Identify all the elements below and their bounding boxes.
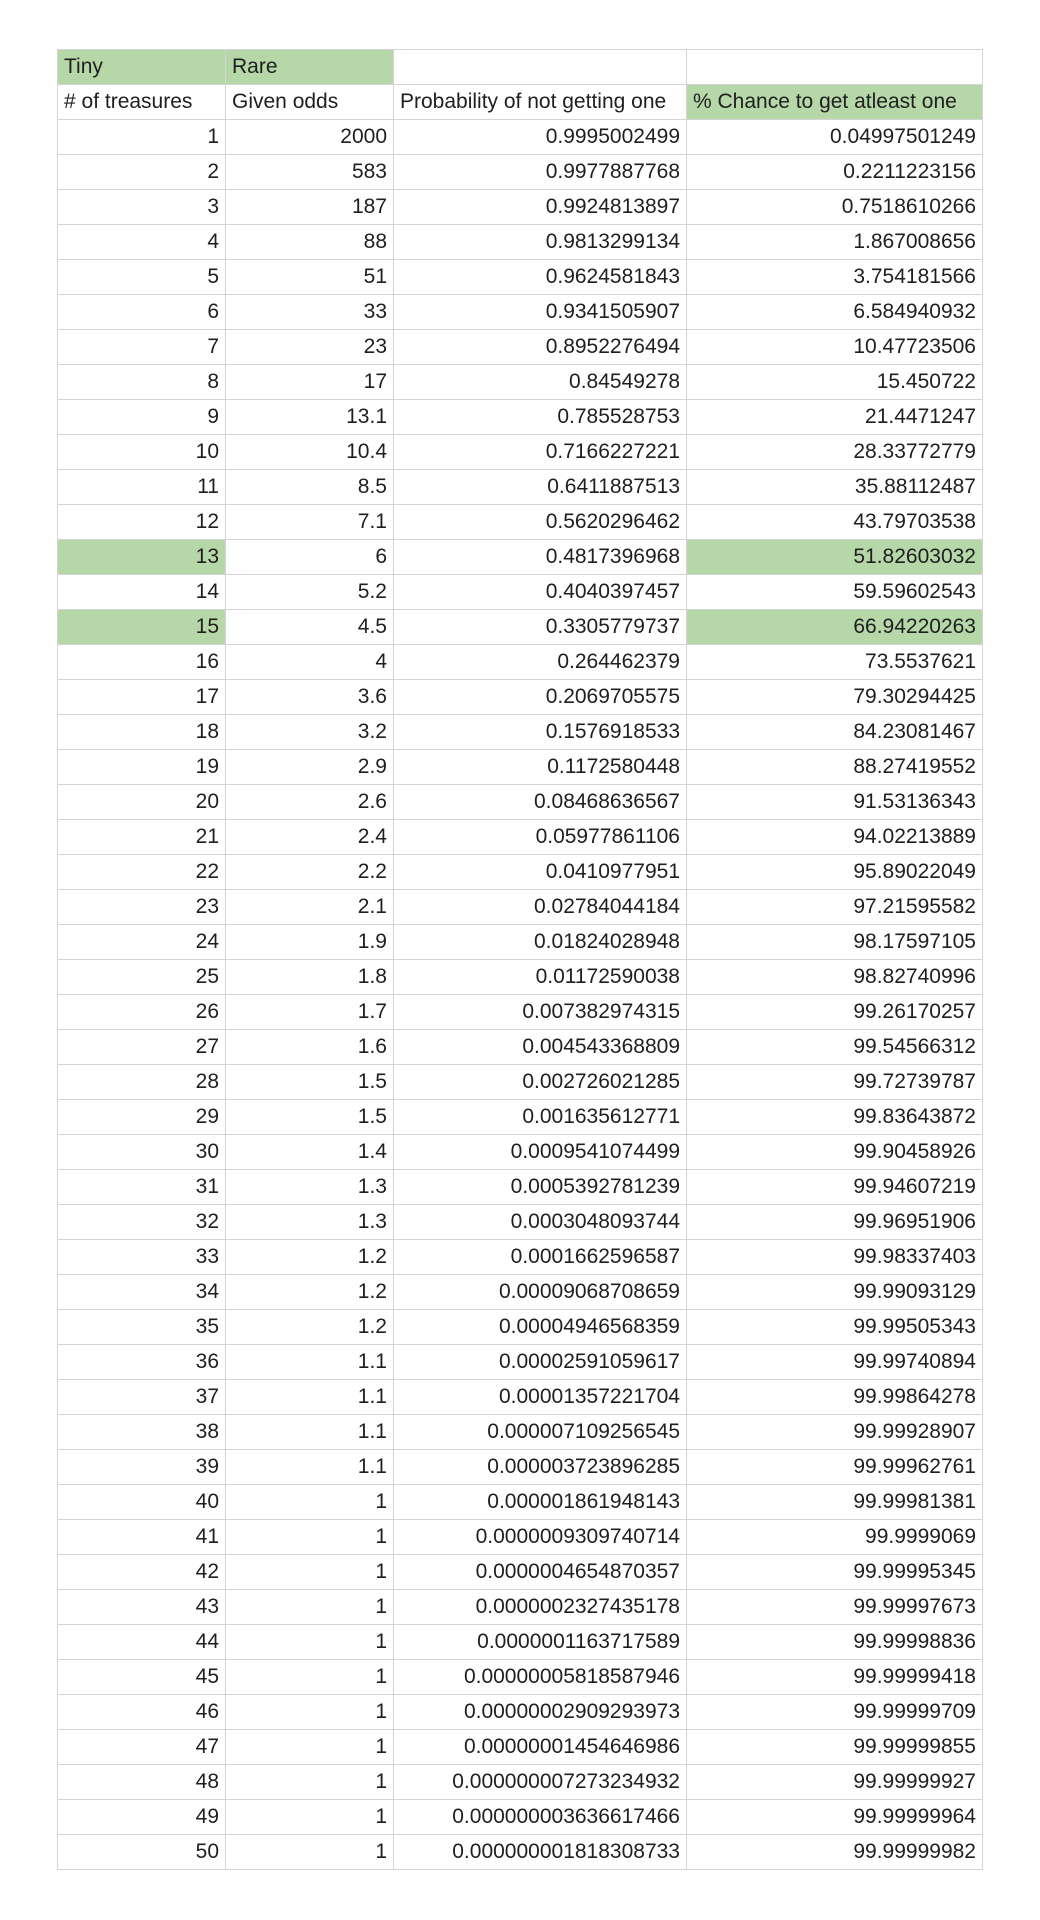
table-row (58, 120, 983, 155)
cell-treasures[interactable]: 26 (58, 995, 226, 1030)
cell-chance-atleast-one[interactable]: 99.96951906 (687, 1205, 983, 1240)
cell-treasures[interactable]: 32 (58, 1205, 226, 1240)
table-row (58, 260, 983, 295)
cell-empty[interactable] (394, 50, 687, 85)
table-row (58, 1135, 983, 1170)
cell-chance-atleast-one[interactable]: 99.54566312 (687, 1030, 983, 1065)
cell-treasures[interactable]: 25 (58, 960, 226, 995)
table-row (58, 1660, 983, 1695)
table-row (58, 330, 983, 365)
cell-probability-not[interactable]: 0.7166227221 (394, 435, 687, 470)
cell-treasures[interactable]: 20 (58, 785, 226, 820)
cell-chance-atleast-one[interactable]: 15.450722 (687, 365, 983, 400)
cell-given-odds[interactable]: 1 (226, 1730, 394, 1765)
table-row (58, 925, 983, 960)
table-row (58, 225, 983, 260)
cell-treasures[interactable]: 43 (58, 1590, 226, 1625)
cell-probability-not[interactable]: 0.01824028948 (394, 925, 687, 960)
cell-given-odds[interactable]: 51 (226, 260, 394, 295)
cell-probability-not[interactable]: 0.4817396968 (394, 540, 687, 575)
table-row (58, 1100, 983, 1135)
cell-chance-atleast-one[interactable]: 51.82603032 (687, 540, 983, 575)
header-given-odds[interactable]: Given odds (226, 85, 394, 120)
cell-given-odds[interactable]: 3.2 (226, 715, 394, 750)
cell-treasures[interactable]: 3 (58, 190, 226, 225)
cell-given-odds[interactable]: 6 (226, 540, 394, 575)
cell-treasures[interactable]: 6 (58, 295, 226, 330)
cell-given-odds[interactable]: 1 (226, 1800, 394, 1835)
table-row (58, 960, 983, 995)
cell-probability-not[interactable]: 0.000003723896285 (394, 1450, 687, 1485)
cell-probability-not[interactable]: 0.0410977951 (394, 855, 687, 890)
cell-probability-not[interactable]: 0.00000001454646986 (394, 1730, 687, 1765)
table-row (58, 645, 983, 680)
cell-probability-not[interactable]: 0.004543368809 (394, 1030, 687, 1065)
cell-treasures[interactable]: 8 (58, 365, 226, 400)
table-row (58, 1345, 983, 1380)
cell-given-odds[interactable]: 2.9 (226, 750, 394, 785)
cell-chance-atleast-one[interactable]: 10.47723506 (687, 330, 983, 365)
cell-given-odds[interactable]: 1.4 (226, 1135, 394, 1170)
cell-chance-atleast-one[interactable]: 99.99999927 (687, 1765, 983, 1800)
table-row (58, 820, 983, 855)
cell-treasures[interactable]: 35 (58, 1310, 226, 1345)
cell-treasures[interactable]: 36 (58, 1345, 226, 1380)
cell-chance-atleast-one[interactable]: 99.99999855 (687, 1730, 983, 1765)
cell-treasures[interactable]: 39 (58, 1450, 226, 1485)
cell-treasures[interactable]: 48 (58, 1765, 226, 1800)
cell-chance-atleast-one[interactable]: 28.33772779 (687, 435, 983, 470)
cell-chance-atleast-one[interactable]: 1.867008656 (687, 225, 983, 260)
cell-probability-not[interactable]: 0.84549278 (394, 365, 687, 400)
cell-treasures[interactable]: 1 (58, 120, 226, 155)
cell-treasures[interactable]: 38 (58, 1415, 226, 1450)
top-row (58, 50, 983, 85)
cell-given-odds[interactable]: 7.1 (226, 505, 394, 540)
table-row (58, 435, 983, 470)
cell-given-odds[interactable]: 2000 (226, 120, 394, 155)
cell-probability-not[interactable]: 0.4040397457 (394, 575, 687, 610)
table-row (58, 1240, 983, 1275)
table-row (58, 400, 983, 435)
table-row (58, 1170, 983, 1205)
cell-probability-not[interactable]: 0.0005392781239 (394, 1170, 687, 1205)
cell-probability-not[interactable]: 0.0001662596587 (394, 1240, 687, 1275)
cell-treasures[interactable]: 19 (58, 750, 226, 785)
cell-probability-not[interactable]: 0.001635612771 (394, 1100, 687, 1135)
header-probability-not[interactable]: Probability of not getting one (394, 85, 687, 120)
cell-probability-not[interactable]: 0.9341505907 (394, 295, 687, 330)
cell-chance-atleast-one[interactable]: 99.99999709 (687, 1695, 983, 1730)
cell-treasures[interactable]: 31 (58, 1170, 226, 1205)
cell-probability-not[interactable]: 0.0000001163717589 (394, 1625, 687, 1660)
table-row (58, 1205, 983, 1240)
cell-chance-atleast-one[interactable]: 98.17597105 (687, 925, 983, 960)
cell-chance-atleast-one[interactable]: 3.754181566 (687, 260, 983, 295)
cell-given-odds[interactable]: 4 (226, 645, 394, 680)
table-row (58, 995, 983, 1030)
cell-given-odds[interactable]: 1.9 (226, 925, 394, 960)
table-row (58, 575, 983, 610)
cell-treasures[interactable]: 4 (58, 225, 226, 260)
cell-given-odds[interactable]: 583 (226, 155, 394, 190)
table-row (58, 890, 983, 925)
cell-treasures[interactable]: 23 (58, 890, 226, 925)
cell-given-odds[interactable]: 1.7 (226, 995, 394, 1030)
table-row (58, 1450, 983, 1485)
cell-chance-atleast-one[interactable]: 99.99999964 (687, 1800, 983, 1835)
cell-chance-atleast-one[interactable]: 94.02213889 (687, 820, 983, 855)
header-row (58, 85, 983, 120)
table-row (58, 1065, 983, 1100)
table-row (58, 1310, 983, 1345)
cell-treasures[interactable]: 33 (58, 1240, 226, 1275)
cell-treasures[interactable]: 16 (58, 645, 226, 680)
cell-chance-atleast-one[interactable]: 99.99505343 (687, 1310, 983, 1345)
table-row (58, 610, 983, 645)
header-chance-atleast-one[interactable]: % Chance to get atleast one (687, 85, 983, 120)
cell-probability-not[interactable]: 0.9995002499 (394, 120, 687, 155)
cell-given-odds[interactable]: 2.4 (226, 820, 394, 855)
cell-probability-not[interactable]: 0.3305779737 (394, 610, 687, 645)
table-row (58, 540, 983, 575)
cell-given-odds[interactable]: 1.2 (226, 1275, 394, 1310)
cell-treasures[interactable]: 24 (58, 925, 226, 960)
cell-probability-not[interactable]: 0.00000002909293973 (394, 1695, 687, 1730)
cell-given-odds[interactable]: 1 (226, 1835, 394, 1870)
cell-probability-not[interactable]: 0.264462379 (394, 645, 687, 680)
cell-probability-not[interactable]: 0.000000003636617466 (394, 1800, 687, 1835)
table-row (58, 1800, 983, 1835)
cell-treasures[interactable]: 47 (58, 1730, 226, 1765)
cell-given-odds[interactable]: 1 (226, 1695, 394, 1730)
cell-treasures[interactable]: 40 (58, 1485, 226, 1520)
cell-chance-atleast-one[interactable]: 99.99928907 (687, 1415, 983, 1450)
cell-chance-atleast-one[interactable]: 0.7518610266 (687, 190, 983, 225)
cell-chance-atleast-one[interactable]: 99.90458926 (687, 1135, 983, 1170)
cell-probability-not[interactable]: 0.0000004654870357 (394, 1555, 687, 1590)
cell-chance-atleast-one[interactable]: 98.82740996 (687, 960, 983, 995)
table-row (58, 1555, 983, 1590)
cell-given-odds[interactable]: 4.5 (226, 610, 394, 645)
cell-probability-not[interactable]: 0.007382974315 (394, 995, 687, 1030)
cell-given-odds[interactable]: 23 (226, 330, 394, 365)
cell-treasures[interactable]: 45 (58, 1660, 226, 1695)
cell-rare[interactable]: Rare (226, 50, 394, 85)
cell-treasures[interactable]: 18 (58, 715, 226, 750)
cell-probability-not[interactable]: 0.00002591059617 (394, 1345, 687, 1380)
cell-probability-not[interactable]: 0.00000005818587946 (394, 1660, 687, 1695)
table-row (58, 1030, 983, 1065)
cell-chance-atleast-one[interactable]: 99.9999069 (687, 1520, 983, 1555)
table-row (58, 505, 983, 540)
table-row (58, 1590, 983, 1625)
cell-chance-atleast-one[interactable]: 0.04997501249 (687, 120, 983, 155)
cell-given-odds[interactable]: 5.2 (226, 575, 394, 610)
table-row (58, 680, 983, 715)
cell-treasures[interactable]: 44 (58, 1625, 226, 1660)
cell-given-odds[interactable]: 1.5 (226, 1100, 394, 1135)
cell-given-odds[interactable]: 33 (226, 295, 394, 330)
cell-given-odds[interactable]: 1 (226, 1765, 394, 1800)
table-row (58, 1625, 983, 1660)
table-row (58, 295, 983, 330)
cell-given-odds[interactable]: 1.1 (226, 1450, 394, 1485)
table-row (58, 155, 983, 190)
cell-treasures[interactable]: 27 (58, 1030, 226, 1065)
cell-given-odds[interactable]: 1.1 (226, 1415, 394, 1450)
cell-probability-not[interactable]: 0.6411887513 (394, 470, 687, 505)
cell-treasures[interactable]: 34 (58, 1275, 226, 1310)
cell-given-odds[interactable]: 1.8 (226, 960, 394, 995)
cell-chance-atleast-one[interactable]: 84.23081467 (687, 715, 983, 750)
cell-chance-atleast-one[interactable]: 91.53136343 (687, 785, 983, 820)
cell-given-odds[interactable]: 1.1 (226, 1345, 394, 1380)
cell-probability-not[interactable]: 0.00001357221704 (394, 1380, 687, 1415)
cell-treasures[interactable]: 22 (58, 855, 226, 890)
cell-given-odds[interactable]: 1.3 (226, 1170, 394, 1205)
table-row (58, 750, 983, 785)
cell-given-odds[interactable]: 1.6 (226, 1030, 394, 1065)
cell-probability-not[interactable]: 0.0009541074499 (394, 1135, 687, 1170)
cell-treasures[interactable]: 37 (58, 1380, 226, 1415)
cell-chance-atleast-one[interactable]: 73.5537621 (687, 645, 983, 680)
cell-given-odds[interactable]: 2.2 (226, 855, 394, 890)
cell-probability-not[interactable]: 0.1576918533 (394, 715, 687, 750)
cell-given-odds[interactable]: 8.5 (226, 470, 394, 505)
cell-given-odds[interactable]: 2.1 (226, 890, 394, 925)
cell-given-odds[interactable]: 1.5 (226, 1065, 394, 1100)
table-row (58, 470, 983, 505)
table-row (58, 1415, 983, 1450)
cell-probability-not[interactable]: 0.000000007273234932 (394, 1765, 687, 1800)
cell-given-odds[interactable]: 1.3 (226, 1205, 394, 1240)
cell-chance-atleast-one[interactable]: 0.2211223156 (687, 155, 983, 190)
cell-chance-atleast-one[interactable]: 99.72739787 (687, 1065, 983, 1100)
cell-chance-atleast-one[interactable]: 99.94607219 (687, 1170, 983, 1205)
header-treasures[interactable]: # of treasures (58, 85, 226, 120)
cell-chance-atleast-one[interactable]: 95.89022049 (687, 855, 983, 890)
cell-probability-not[interactable]: 0.9813299134 (394, 225, 687, 260)
cell-given-odds[interactable]: 3.6 (226, 680, 394, 715)
table-row (58, 190, 983, 225)
table-row (58, 1730, 983, 1765)
cell-probability-not[interactable]: 0.785528753 (394, 400, 687, 435)
cell-probability-not[interactable]: 0.00009068708659 (394, 1275, 687, 1310)
cell-chance-atleast-one[interactable]: 6.584940932 (687, 295, 983, 330)
cell-probability-not[interactable]: 0.0000002327435178 (394, 1590, 687, 1625)
cell-probability-not[interactable]: 0.002726021285 (394, 1065, 687, 1100)
table-row (58, 1835, 983, 1870)
cell-treasures[interactable]: 9 (58, 400, 226, 435)
cell-given-odds[interactable]: 2.6 (226, 785, 394, 820)
cell-probability-not[interactable]: 0.9977887768 (394, 155, 687, 190)
cell-treasures[interactable]: 5 (58, 260, 226, 295)
cell-given-odds[interactable]: 1.1 (226, 1380, 394, 1415)
cell-chance-atleast-one[interactable]: 43.79703538 (687, 505, 983, 540)
cell-treasures[interactable]: 49 (58, 1800, 226, 1835)
table-row (58, 715, 983, 750)
cell-probability-not[interactable]: 0.000001861948143 (394, 1485, 687, 1520)
cell-treasures[interactable]: 42 (58, 1555, 226, 1590)
cell-treasures[interactable]: 21 (58, 820, 226, 855)
cell-probability-not[interactable]: 0.01172590038 (394, 960, 687, 995)
cell-given-odds[interactable]: 1 (226, 1555, 394, 1590)
cell-chance-atleast-one[interactable]: 99.99093129 (687, 1275, 983, 1310)
cell-treasures[interactable]: 50 (58, 1835, 226, 1870)
cell-probability-not[interactable]: 0.1172580448 (394, 750, 687, 785)
cell-probability-not[interactable]: 0.5620296462 (394, 505, 687, 540)
cell-probability-not[interactable]: 0.0003048093744 (394, 1205, 687, 1240)
cell-chance-atleast-one[interactable]: 88.27419552 (687, 750, 983, 785)
cell-given-odds[interactable]: 1.2 (226, 1310, 394, 1345)
table-row (58, 1520, 983, 1555)
cell-chance-atleast-one[interactable]: 99.99998836 (687, 1625, 983, 1660)
cell-treasures[interactable]: 30 (58, 1135, 226, 1170)
cell-chance-atleast-one[interactable]: 21.4471247 (687, 400, 983, 435)
cell-given-odds[interactable]: 88 (226, 225, 394, 260)
table-row (58, 365, 983, 400)
cell-probability-not[interactable]: 0.05977861106 (394, 820, 687, 855)
cell-given-odds[interactable]: 17 (226, 365, 394, 400)
cell-chance-atleast-one[interactable]: 99.99999418 (687, 1660, 983, 1695)
table-row (58, 1485, 983, 1520)
table-row (58, 785, 983, 820)
cell-given-odds[interactable]: 13.1 (226, 400, 394, 435)
cell-given-odds[interactable]: 1 (226, 1520, 394, 1555)
cell-treasures[interactable]: 29 (58, 1100, 226, 1135)
cell-chance-atleast-one[interactable]: 99.99999982 (687, 1835, 983, 1870)
cell-chance-atleast-one[interactable]: 59.59602543 (687, 575, 983, 610)
cell-treasures[interactable]: 11 (58, 470, 226, 505)
cell-chance-atleast-one[interactable]: 79.30294425 (687, 680, 983, 715)
cell-probability-not[interactable]: 0.9924813897 (394, 190, 687, 225)
cell-given-odds[interactable]: 187 (226, 190, 394, 225)
cell-treasures[interactable]: 46 (58, 1695, 226, 1730)
table-row (58, 855, 983, 890)
cell-chance-atleast-one[interactable]: 35.88112487 (687, 470, 983, 505)
cell-given-odds[interactable]: 1 (226, 1485, 394, 1520)
cell-treasures[interactable]: 15 (58, 610, 226, 645)
cell-treasures[interactable]: 12 (58, 505, 226, 540)
spreadsheet-body (58, 50, 983, 1870)
cell-treasures[interactable]: 17 (58, 680, 226, 715)
cell-treasures[interactable]: 41 (58, 1520, 226, 1555)
table-row (58, 1275, 983, 1310)
cell-tiny[interactable]: Tiny (58, 50, 226, 85)
cell-probability-not[interactable]: 0.9624581843 (394, 260, 687, 295)
cell-given-odds[interactable]: 1 (226, 1660, 394, 1695)
cell-treasures[interactable]: 28 (58, 1065, 226, 1100)
cell-probability-not[interactable]: 0.08468636567 (394, 785, 687, 820)
cell-chance-atleast-one[interactable]: 99.83643872 (687, 1100, 983, 1135)
cell-probability-not[interactable]: 0.8952276494 (394, 330, 687, 365)
cell-chance-atleast-one[interactable]: 97.21595582 (687, 890, 983, 925)
table-row (58, 1380, 983, 1415)
cell-probability-not[interactable]: 0.02784044184 (394, 890, 687, 925)
cell-given-odds[interactable]: 1 (226, 1625, 394, 1660)
cell-empty[interactable] (687, 50, 983, 85)
cell-probability-not[interactable]: 0.000000001818308733 (394, 1835, 687, 1870)
cell-chance-atleast-one[interactable]: 99.99997673 (687, 1590, 983, 1625)
table-row (58, 1695, 983, 1730)
cell-chance-atleast-one[interactable]: 99.99981381 (687, 1485, 983, 1520)
cell-probability-not[interactable]: 0.0000009309740714 (394, 1520, 687, 1555)
cell-chance-atleast-one[interactable]: 99.98337403 (687, 1240, 983, 1275)
cell-chance-atleast-one[interactable]: 99.99740894 (687, 1345, 983, 1380)
cell-treasures[interactable]: 14 (58, 575, 226, 610)
cell-probability-not[interactable]: 0.2069705575 (394, 680, 687, 715)
cell-probability-not[interactable]: 0.000007109256545 (394, 1415, 687, 1450)
cell-chance-atleast-one[interactable]: 99.99962761 (687, 1450, 983, 1485)
cell-treasures[interactable]: 2 (58, 155, 226, 190)
cell-chance-atleast-one[interactable]: 66.94220263 (687, 610, 983, 645)
cell-chance-atleast-one[interactable]: 99.26170257 (687, 995, 983, 1030)
cell-treasures[interactable]: 13 (58, 540, 226, 575)
cell-treasures[interactable]: 7 (58, 330, 226, 365)
cell-given-odds[interactable]: 10.4 (226, 435, 394, 470)
cell-given-odds[interactable]: 1 (226, 1590, 394, 1625)
spreadsheet-table (57, 49, 983, 1870)
cell-chance-atleast-one[interactable]: 99.99995345 (687, 1555, 983, 1590)
cell-chance-atleast-one[interactable]: 99.99864278 (687, 1380, 983, 1415)
cell-given-odds[interactable]: 1.2 (226, 1240, 394, 1275)
cell-probability-not[interactable]: 0.00004946568359 (394, 1310, 687, 1345)
table-row (58, 1765, 983, 1800)
cell-treasures[interactable]: 10 (58, 435, 226, 470)
